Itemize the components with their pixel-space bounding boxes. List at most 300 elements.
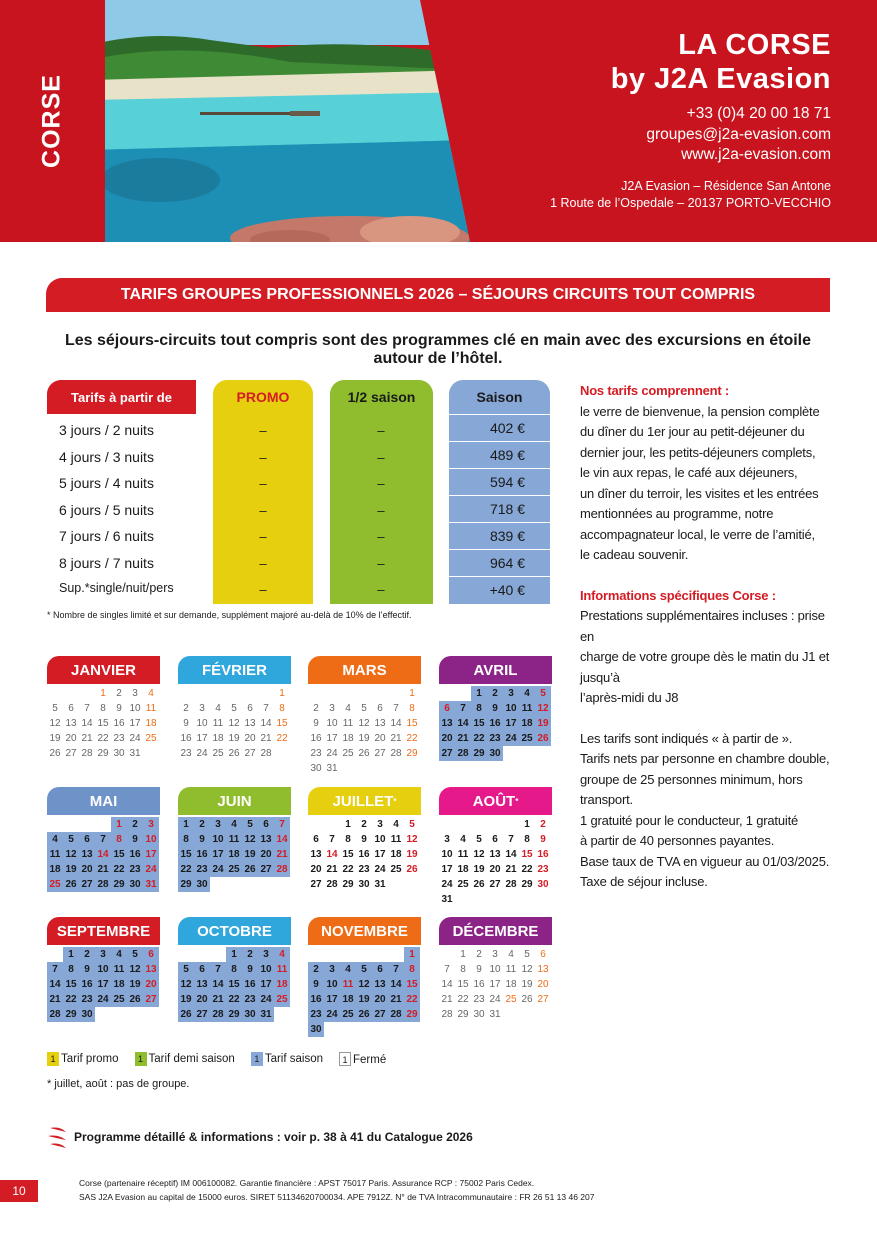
day-cell: 15	[276, 718, 288, 729]
day-cell: 10	[326, 718, 338, 729]
day-cell: 16	[537, 849, 549, 860]
day-cell: 3	[444, 834, 450, 845]
day-cell: 15	[63, 977, 79, 992]
day-cell: 11	[342, 718, 354, 729]
day-cell: 23	[194, 862, 210, 877]
day-cell: 24	[326, 748, 338, 759]
day-cell: 24	[441, 879, 453, 890]
month-days	[178, 817, 291, 892]
day-cell: 24	[324, 1007, 340, 1022]
legend-item	[339, 1052, 386, 1066]
day-cell: 2	[127, 817, 143, 832]
rate-row-label: 3 jours / 2 nuits	[59, 422, 154, 438]
text-line: dernier jour, les petits-déjeuners complets,	[580, 444, 816, 460]
rate-row-label: 6 jours / 5 nuits	[59, 501, 154, 518]
day-cell: 25	[342, 748, 354, 759]
day-cell: 14	[441, 979, 453, 990]
day-cell: 4	[508, 949, 514, 960]
day-cell: 12	[127, 962, 143, 977]
day-cell: 18	[519, 716, 535, 731]
day-cell: 18	[505, 979, 517, 990]
rate-row-label: 8 jours / 7 nuits	[59, 554, 154, 571]
day-cell: 28	[95, 877, 111, 892]
day-cell: 7	[84, 703, 90, 714]
day-cell: 8	[63, 962, 79, 977]
day-cell: 16	[127, 847, 143, 862]
day-cell: 25	[212, 748, 224, 759]
day-cell: 4	[215, 703, 221, 714]
day-cell: 13	[310, 849, 322, 860]
day-cell: 9	[116, 703, 122, 714]
notes-text	[580, 729, 840, 893]
day-cell: 11	[340, 977, 356, 992]
day-cell: 29	[226, 1007, 242, 1022]
day-cell: 21	[441, 994, 453, 1005]
day-cell: 1	[345, 819, 351, 830]
day-cell: 16	[473, 979, 485, 990]
day-cell: 5	[535, 686, 551, 701]
legend-label: Tarif promo	[61, 1053, 119, 1065]
day-cell: 11	[226, 832, 242, 847]
day-cell: 26	[127, 992, 143, 1007]
day-cell: 19	[358, 733, 370, 744]
day-cell: 26	[358, 748, 370, 759]
day-cell: 4	[340, 962, 356, 977]
day-cell: 7	[263, 703, 269, 714]
day-cell: 21	[81, 733, 93, 744]
text-line: mentionnées au programme, notre	[580, 506, 774, 521]
day-cell: 16	[180, 733, 192, 744]
day-cell: 11	[505, 964, 517, 975]
day-cell: 14	[390, 718, 402, 729]
day-cell: 7	[329, 834, 335, 845]
day-cell: 24	[95, 992, 111, 1007]
day-cell: 26	[535, 731, 551, 746]
day-cell: 25	[274, 992, 290, 1007]
included-title: Nos tarifs comprennent :	[580, 383, 730, 398]
day-cell: 14	[455, 716, 471, 731]
rate-cell-season: 839 €	[449, 522, 550, 549]
day-cell: 28	[388, 1007, 404, 1022]
month-sup: *	[393, 796, 397, 806]
day-cell: 2	[116, 688, 122, 699]
day-cell: 12	[521, 964, 533, 975]
day-cell: 14	[47, 977, 63, 992]
day-cell: 8	[100, 703, 106, 714]
day-cell: 22	[178, 862, 194, 877]
month-header	[178, 656, 291, 684]
day-cell: 9	[242, 962, 258, 977]
day-cell: 26	[228, 748, 240, 759]
day-cell: 20	[244, 733, 256, 744]
day-cell: 1	[404, 947, 420, 962]
day-cell: 8	[226, 962, 242, 977]
day-cell: 19	[521, 979, 533, 990]
specific-text	[580, 606, 840, 709]
day-cell: 16	[194, 847, 210, 862]
day-cell: 23	[487, 731, 503, 746]
day-cell: 25	[340, 1007, 356, 1022]
day-cell: 1	[226, 947, 242, 962]
day-cell: 1	[279, 688, 285, 699]
day-cell: 16	[308, 992, 324, 1007]
day-cell: 27	[310, 879, 322, 890]
month-days	[439, 686, 552, 761]
day-cell: 23	[308, 1007, 324, 1022]
day-cell: 12	[356, 977, 372, 992]
legend-label: Tarif saison	[264, 1053, 323, 1065]
day-cell: 10	[196, 718, 208, 729]
day-cell: 4	[345, 703, 351, 714]
day-cell: 17	[489, 979, 501, 990]
day-cell: 22	[406, 733, 418, 744]
day-cell: 23	[310, 748, 322, 759]
rate-cell-promo: –	[259, 555, 267, 571]
day-cell: 10	[503, 701, 519, 716]
day-cell: 9	[540, 834, 546, 845]
day-cell: 9	[308, 977, 324, 992]
day-cell: 22	[342, 864, 354, 875]
day-cell: 2	[361, 819, 367, 830]
day-cell: 12	[473, 849, 485, 860]
rate-cell-half: –	[377, 555, 385, 571]
day-cell: 1	[524, 819, 530, 830]
month-name: AVRIL	[473, 661, 518, 679]
rate-cell-promo: –	[259, 449, 267, 465]
title-line2: by J2A Evasion	[610, 63, 831, 95]
day-cell: 22	[276, 733, 288, 744]
day-cell: 11	[390, 834, 402, 845]
rates-header-promo: PROMO	[213, 380, 313, 414]
day-cell: 8	[404, 962, 420, 977]
day-cell: 7	[508, 834, 514, 845]
text-line: Tarifs nets par personne en chambre double,	[580, 751, 830, 766]
day-cell: 17	[324, 992, 340, 1007]
day-cell: 15	[457, 979, 469, 990]
day-cell: 29	[457, 1009, 469, 1020]
day-cell: 9	[476, 964, 482, 975]
rates-header-season: Saison	[449, 380, 550, 414]
day-cell: 7	[393, 703, 399, 714]
day-cell: 19	[63, 862, 79, 877]
legend-item	[47, 1052, 119, 1066]
day-cell: 12	[242, 832, 258, 847]
text-line: charge de votre groupe dès le matin du J1 et jusqu’à	[580, 649, 830, 685]
day-cell: 17	[129, 718, 141, 729]
text-line: Base taux de TVA en vigueur au 01/03/2025.	[580, 853, 830, 869]
day-cell: 18	[145, 718, 157, 729]
day-cell: 13	[489, 849, 501, 860]
phone[interactable]: +33 (0)4 20 00 18 71	[686, 105, 831, 122]
day-cell: 4	[460, 834, 466, 845]
month-header	[439, 787, 552, 815]
rate-cell-season: +40 €	[449, 576, 550, 603]
day-cell: 2	[79, 947, 95, 962]
day-cell: 18	[457, 864, 469, 875]
day-cell: 15	[178, 847, 194, 862]
day-cell: 21	[274, 847, 290, 862]
rates-footnote: * Nombre de singles limité et sur demande, supplément majoré au-delà de 10% de l’effectif.	[47, 610, 412, 620]
day-cell: 3	[210, 817, 226, 832]
day-cell: 19	[228, 733, 240, 744]
address-line1: J2A Evasion – Résidence San Antone	[621, 179, 831, 193]
day-cell: 2	[242, 947, 258, 962]
day-cell: 6	[258, 817, 274, 832]
month-header	[308, 787, 421, 815]
day-cell: 6	[372, 962, 388, 977]
day-cell: 7	[210, 962, 226, 977]
calendar-footnote: * juillet, août : pas de groupe.	[47, 1078, 190, 1090]
day-cell: 25	[47, 877, 63, 892]
day-cell: 28	[260, 748, 272, 759]
day-cell: 2	[308, 962, 324, 977]
month-name: JUIN	[217, 792, 252, 810]
header-title	[611, 28, 831, 96]
month-calendar	[178, 787, 291, 892]
day-cell: 14	[505, 849, 517, 860]
day-cell: 5	[127, 947, 143, 962]
day-cell: 20	[194, 992, 210, 1007]
text-line: groupe de 25 personnes minimum, hors transport.	[580, 771, 803, 807]
text-line: le verre de bienvenue, la pension complète	[580, 403, 820, 419]
specific-title: Informations spécifiques Corse :	[580, 587, 776, 603]
month-header	[308, 917, 421, 945]
day-cell: 7	[455, 701, 471, 716]
day-cell: 24	[196, 748, 208, 759]
rate-cell-season: 964 €	[449, 549, 550, 576]
month-calendar	[308, 787, 421, 892]
day-cell: 19	[356, 992, 372, 1007]
day-cell: 4	[148, 688, 154, 699]
text-line: du dîner du 1er jour au petit-déjeuner du	[580, 424, 805, 439]
month-calendar	[439, 656, 552, 761]
day-cell: 8	[409, 703, 415, 714]
month-header	[178, 787, 291, 815]
legend	[47, 1052, 396, 1066]
day-cell: 30	[79, 1007, 95, 1022]
month-days	[439, 817, 552, 907]
day-cell: 28	[505, 879, 517, 890]
day-cell: 22	[404, 992, 420, 1007]
month-name: NOVEMBRE	[321, 922, 408, 940]
rate-cell-half: –	[377, 502, 385, 518]
legal-line2: SAS J2A Evasion au capital de 15000 euros. SIRET 51134620700034. APE 7912Z. N° de TVA Intracommunautaire : FR 26 51 13 46 207	[79, 1192, 595, 1202]
day-cell: 18	[212, 733, 224, 744]
month-calendar	[308, 917, 421, 1037]
rate-cell-promo: –	[259, 529, 267, 544]
day-cell: 3	[503, 686, 519, 701]
day-cell: 27	[537, 994, 549, 1005]
day-cell: 22	[97, 733, 109, 744]
day-cell: 15	[406, 718, 418, 729]
day-cell: 12	[63, 847, 79, 862]
day-cell: 19	[242, 847, 258, 862]
day-cell: 30	[194, 877, 210, 892]
month-header	[439, 917, 552, 945]
day-cell: 6	[68, 703, 74, 714]
day-cell: 11	[457, 849, 469, 860]
month-days	[308, 947, 421, 1037]
text-line: à partir de 40 personnes payantes.	[580, 833, 775, 848]
day-cell: 28	[210, 1007, 226, 1022]
day-cell: 14	[274, 832, 290, 847]
rate-cell-season: 594 €	[449, 468, 550, 495]
day-cell: 27	[143, 992, 159, 1007]
day-cell: 5	[356, 962, 372, 977]
day-cell: 5	[242, 817, 258, 832]
day-cell: 28	[455, 746, 471, 761]
day-cell: 2	[183, 703, 189, 714]
rate-cell-promo: –	[259, 582, 267, 597]
day-cell: 17	[441, 864, 453, 875]
day-cell: 3	[95, 947, 111, 962]
month-calendar	[178, 656, 291, 761]
day-cell: 10	[374, 834, 386, 845]
rate-row-label: 4 jours / 3 nuits	[59, 448, 154, 465]
rate-cell-half: –	[377, 476, 385, 491]
program-link[interactable]: Programme détaillé & informations : voir p. 38 à 41 du Catalogue 2026	[74, 1130, 473, 1144]
month-days	[439, 947, 552, 1022]
day-cell: 3	[324, 962, 340, 977]
month-name: MAI	[89, 792, 118, 810]
day-cell: 8	[178, 832, 194, 847]
website-link[interactable]: www.j2a-evasion.com	[681, 146, 831, 163]
text-line: 1 gratuité pour le conducteur, 1 gratuité	[580, 812, 799, 828]
day-cell: 16	[79, 977, 95, 992]
day-cell: 8	[279, 703, 285, 714]
day-cell: 6	[143, 947, 159, 962]
month-calendar	[47, 917, 160, 1022]
day-cell: 20	[537, 979, 549, 990]
day-cell: 25	[145, 733, 157, 744]
email-link[interactable]: groupes@j2a-evasion.com	[646, 125, 831, 143]
day-cell: 26	[521, 994, 533, 1005]
rate-cell-season: 489 €	[449, 441, 550, 468]
month-name: SEPTEMBRE	[56, 922, 151, 940]
day-cell: 21	[47, 992, 63, 1007]
day-cell: 2	[194, 817, 210, 832]
day-cell: 5	[52, 703, 58, 714]
month-header	[47, 917, 160, 945]
day-cell: 5	[178, 962, 194, 977]
rate-cell-season: 718 €	[449, 495, 550, 522]
day-cell: 13	[439, 716, 455, 731]
day-cell: 31	[374, 879, 386, 890]
day-cell: 4	[274, 947, 290, 962]
month-days	[308, 686, 421, 776]
rates-header-label: Tarifs à partir de	[47, 380, 196, 414]
month-header	[439, 656, 552, 684]
day-cell: 6	[313, 834, 319, 845]
day-cell: 31	[326, 763, 338, 774]
day-cell: 6	[194, 962, 210, 977]
day-cell: 20	[258, 847, 274, 862]
day-cell: 6	[439, 701, 455, 716]
day-cell: 9	[79, 962, 95, 977]
day-cell: 8	[524, 834, 530, 845]
day-cell: 14	[81, 718, 93, 729]
day-cell: 13	[79, 847, 95, 862]
day-cell: 23	[127, 862, 143, 877]
month-name: AOÛT	[472, 792, 516, 810]
day-cell: 25	[519, 731, 535, 746]
day-cell: 29	[97, 748, 109, 759]
day-cell: 1	[63, 947, 79, 962]
month-header	[308, 656, 421, 684]
day-cell: 28	[326, 879, 338, 890]
day-cell: 20	[489, 864, 501, 875]
day-cell: 29	[521, 879, 533, 890]
day-cell: 9	[183, 718, 189, 729]
day-cell: 13	[258, 832, 274, 847]
day-cell: 23	[79, 992, 95, 1007]
day-cell: 17	[326, 733, 338, 744]
day-cell: 10	[441, 849, 453, 860]
day-cell: 26	[406, 864, 418, 875]
day-cell: 29	[178, 877, 194, 892]
day-cell: 5	[476, 834, 482, 845]
day-cell: 15	[342, 849, 354, 860]
day-cell: 5	[409, 819, 415, 830]
legend-swatch: 1	[251, 1052, 263, 1066]
day-cell: 7	[274, 817, 290, 832]
day-cell: 10	[258, 962, 274, 977]
day-cell: 9	[194, 832, 210, 847]
rate-row-label: Sup.*single/nuit/pers	[59, 581, 174, 595]
month-name: MARS	[342, 661, 387, 679]
day-cell: 27	[374, 748, 386, 759]
day-cell: 18	[226, 847, 242, 862]
day-cell: 29	[404, 1007, 420, 1022]
day-cell: 22	[471, 731, 487, 746]
day-cell: 28	[81, 748, 93, 759]
month-calendar	[439, 917, 552, 1022]
day-cell: 15	[226, 977, 242, 992]
day-cell: 21	[388, 992, 404, 1007]
day-cell: 20	[310, 864, 322, 875]
day-cell: 3	[199, 703, 205, 714]
day-cell: 14	[260, 718, 272, 729]
day-cell: 30	[473, 1009, 485, 1020]
day-cell: 24	[210, 862, 226, 877]
day-cell: 20	[79, 862, 95, 877]
day-cell: 28	[441, 1009, 453, 1020]
day-cell: 4	[111, 947, 127, 962]
day-cell: 23	[180, 748, 192, 759]
day-cell: 20	[65, 733, 77, 744]
day-cell: 21	[260, 733, 272, 744]
side-bar	[0, 0, 105, 242]
rate-cell-season: 402 €	[449, 414, 550, 441]
day-cell: 18	[390, 849, 402, 860]
rates-header-half: 1/2 saison	[330, 380, 433, 414]
month-header	[178, 917, 291, 945]
day-cell: 3	[492, 949, 498, 960]
day-cell: 14	[95, 847, 111, 862]
month-name: JUILLET	[332, 792, 394, 810]
day-cell: 10	[95, 962, 111, 977]
month-sup: *	[515, 796, 519, 806]
month-name: FÉVRIER	[201, 661, 267, 679]
rate-cell-half: –	[377, 423, 385, 438]
day-cell: 26	[356, 1007, 372, 1022]
day-cell: 1	[409, 688, 415, 699]
day-cell: 22	[457, 994, 469, 1005]
day-cell: 4	[393, 819, 399, 830]
day-cell: 10	[143, 832, 159, 847]
day-cell: 3	[329, 703, 335, 714]
day-cell: 31	[489, 1009, 501, 1020]
